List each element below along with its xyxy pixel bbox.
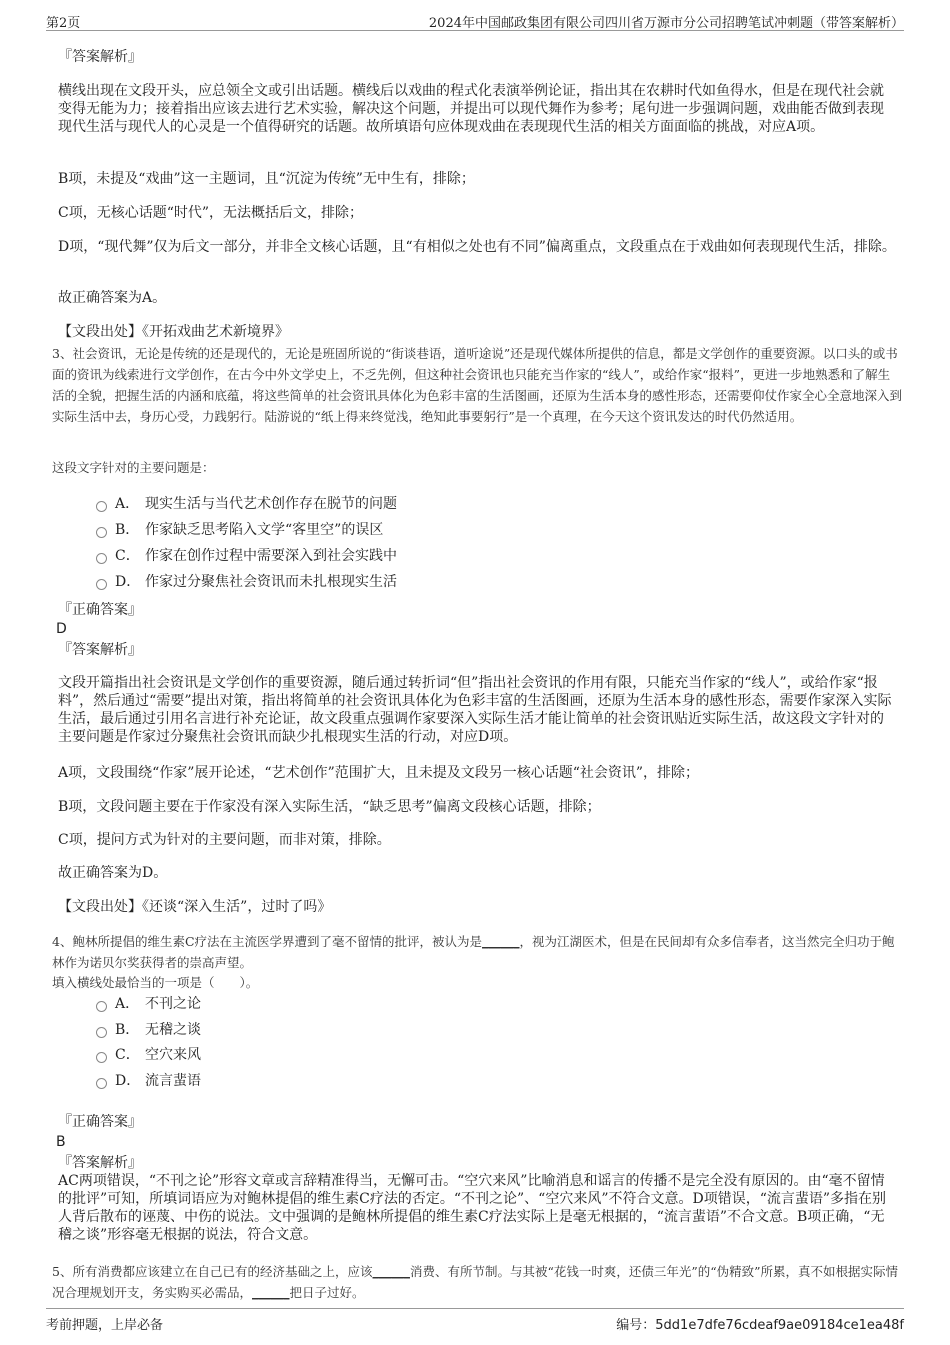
q3-conclusion: 故正确答案为D。 xyxy=(58,865,168,881)
q4-answer-label: 『正确答案』 xyxy=(58,1114,142,1130)
q3-analysis-label: 『答案解析』 xyxy=(58,642,142,658)
q3-option-c-note: C项，提问方式为针对的主要问题，而非对策，排除。 xyxy=(58,832,391,848)
q3-option-d[interactable]: D． 作家过分聚焦社会资讯而未扎根现实生活 xyxy=(96,572,397,592)
footer-slogan: 考前押题，上岸必备 xyxy=(46,1318,164,1333)
q3-option-a[interactable]: A． 现实生活与当代艺术创作存在脱节的问题 xyxy=(96,494,397,514)
q3-source: 【文段出处】《还谈“深入生活”，过时了吗》 xyxy=(58,899,332,915)
q3-answer: D xyxy=(56,621,67,637)
q4-analysis-label: 『答案解析』 xyxy=(58,1155,142,1171)
q4-prompt: 填入横线处最恰当的一项是（ ）。 xyxy=(52,975,259,990)
q3-option-b-note: B项，文段问题主要在于作家没有深入实际生活，“缺乏思考”偏离文段核心话题，排除； xyxy=(58,799,601,815)
radio-icon[interactable] xyxy=(96,1027,107,1038)
q3-option-b[interactable]: B． 作家缺乏思考陷入文学“客里空”的误区 xyxy=(96,520,383,540)
q2-option-b-note: B项，未提及“戏曲”这一主题词，且“沉淀为传统”无中生有，排除； xyxy=(58,171,475,187)
radio-icon[interactable] xyxy=(96,501,107,512)
radio-icon[interactable] xyxy=(96,1052,107,1063)
radio-icon[interactable] xyxy=(96,553,107,564)
radio-icon[interactable] xyxy=(96,527,107,538)
radio-icon[interactable] xyxy=(96,1078,107,1089)
radio-icon[interactable] xyxy=(96,579,107,590)
q2-analysis: 横线出现在文段开头，应总领全文或引出话题。横线后以戏曲的程式化表演举例论证，指出其在农耕时代如鱼得水，但是在现代社会就变得无能为力；接着指出应该去进行艺术实验，解决这个问题，并提出可以现代舞作为参考；尾句进一步强调问题，戏曲能否做到表现现代生活与现代人的心灵是一个值得研究的话题。故所填语句应体现戏曲在表现现代生活的相关方面面临的挑战，对应A项。 xyxy=(58,83,884,135)
q4-stem: 4、鲍林所提倡的维生素C疗法在主流医学界遭到了毫不留情的批评，被认为是______，视为江湖医术，但是在民间却有众多信奉者，这当然完全归功于鲍林作为诺贝尔奖获得者的崇高声望。 xyxy=(52,934,895,970)
q3-stem: 3、社会资讯，无论是传统的还是现代的，无论是班固所说的“街谈巷语，道听途说”还是现代媒体所提供的信息，都是文学创作的重要资源。以口头的或书面的资讯为线索进行文学创作，在古今中外文学史上，不乏先例，但这种社会资讯也只能充当作家的“线人”，或给作家“报料”，更进一步地熟悉和了解生活的全貌，把握生活的内涵和底蕴，将这些简单的社会资讯具体化为色彩丰富的生活图画，还原为生活本身的感性形态，还需要仰仗作家全心全意地深入到实际生活中去，身历心受，力践躬行。陆游说的“纸上得来终觉浅，绝知此事要躬行”是一个真理，在今天这个资讯发达的时代仍然适用。 xyxy=(52,346,903,424)
answer-blank: ______ xyxy=(372,1264,410,1279)
page-number: 第2页 xyxy=(46,16,81,31)
q2-option-d-note: D项，“现代舞”仅为后文一部分，并非全文核心话题，且“有相似之处也有不同”偏离重点，文段重点在于戏曲如何表现现代生活，排除。 xyxy=(58,239,896,255)
page-header xyxy=(46,8,904,31)
answer-blank: ______ xyxy=(482,934,520,949)
q4-analysis: AC两项错误，“不刊之论”形容文章或言辞精准得当，无懈可击。“空穴来风”比喻消息和谣言的传播不是完全没有原因的。由“毫不留情的批评”可知，所填词语应为对鲍林提倡的维生素C疗法的否定。“不刊之论”、“空穴来风”不符合文意。D项错误，“流言蜚语”多指在别人背后散布的诬蔑、中伤的说法。文中强调的是鲍林所提倡的维生素C疗法实际上是毫无根据的，“流言蜚语”不合文意。B项正确，“无稽之谈”形容毫无根据的说法，符合文意。 xyxy=(58,1173,887,1243)
q2-source: 【文段出处】《开拓戏曲艺术新境界》 xyxy=(58,324,289,340)
document-code: 编号：5dd1e7dfe76cdeaf9ae09184ce1ea48f xyxy=(616,1318,904,1333)
q3-answer-label: 『正确答案』 xyxy=(58,602,142,618)
q4-answer: B xyxy=(56,1134,66,1150)
q4-option-d[interactable]: D． 流言蜚语 xyxy=(96,1071,201,1091)
q3-prompt: 这段文字针对的主要问题是： xyxy=(52,460,215,475)
answer-blank: ______ xyxy=(252,1285,290,1300)
radio-icon[interactable] xyxy=(96,1001,107,1012)
q2-option-c-note: C项，无核心话题“时代”，无法概括后文，排除； xyxy=(58,205,364,221)
page-footer xyxy=(46,1308,904,1331)
q4-option-c[interactable]: C． 空穴来风 xyxy=(96,1045,201,1065)
q2-conclusion: 故正确答案为A。 xyxy=(58,290,167,306)
q5-stem: 5、所有消费都应该建立在自己已有的经济基础之上，应该______消费、有所节制。与其被“花钱一时爽，还债三年光”的“伪精致”所累，真不如根据实际情况合理规划开支，务实购买必需品，______把日子过好。 xyxy=(52,1264,899,1300)
q4-option-b[interactable]: B． 无稽之谈 xyxy=(96,1020,201,1040)
q3-analysis: 文段开篇指出社会资讯是文学创作的重要资源，随后通过转折词“但”指出社会资讯的作用有限，只能充当作家的“线人”，或给作家“报料”，然后通过“需要”提出对策，指出将简单的社会资讯具体化为色彩丰富的生活图画，还原为生活本身的感性形态，需要作家深入实际生活，最后通过引用名言进行补充论证，故文段重点强调作家要深入实际生活才能让简单的社会资讯贴近实际生活，故这段文字针对的主要问题是作家过分聚焦社会资讯而缺少扎根现实生活的行动，对应D项。 xyxy=(58,675,892,745)
q4-option-a[interactable]: A． 不刊之论 xyxy=(96,994,201,1014)
q3-option-a-note: A项，文段围绕“作家”展开论述，“艺术创作”范围扩大，且未提及文段另一核心话题“社会资讯”，排除； xyxy=(58,765,700,781)
document-title: 2024年中国邮政集团有限公司四川省万源市分公司招聘笔试冲刺题（带答案解析） xyxy=(428,16,904,31)
q2-analysis-label: 『答案解析』 xyxy=(58,49,142,65)
q3-option-c[interactable]: C． 作家在创作过程中需要深入到社会实践中 xyxy=(96,546,397,566)
